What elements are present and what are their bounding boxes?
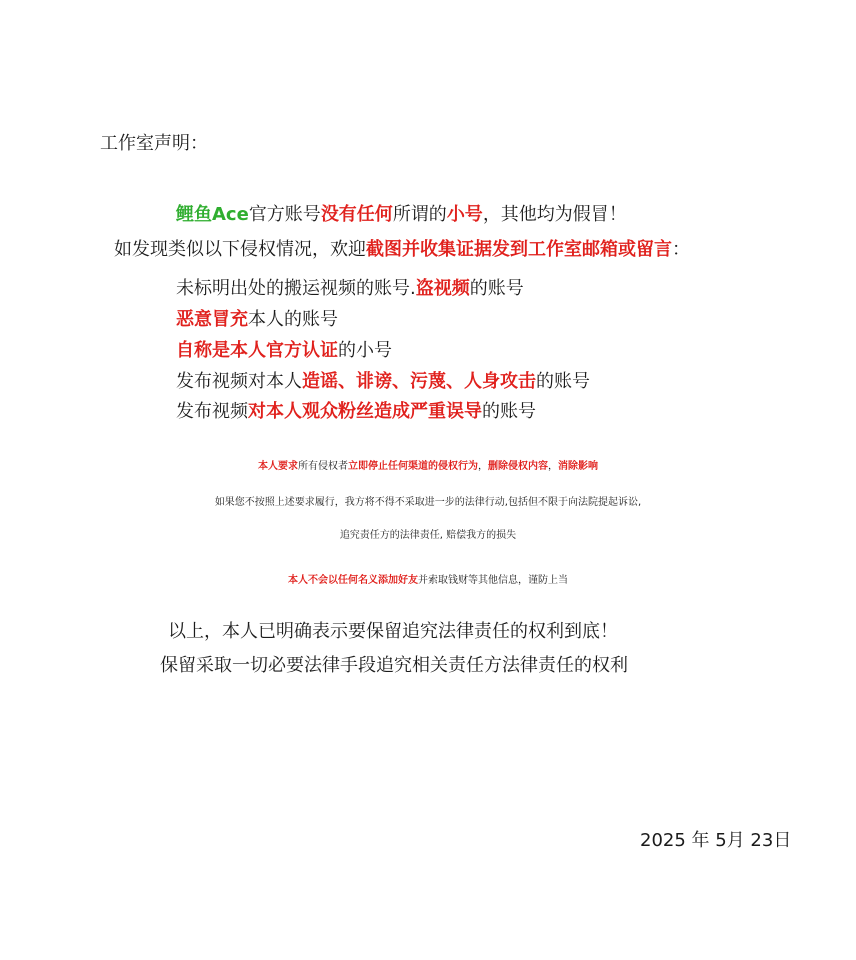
infringement-item-1-segment: 的账号 — [469, 278, 524, 299]
infringement-item-3-segment: 的小号 — [338, 340, 392, 361]
legal-action-line-2 — [0, 525, 856, 547]
friend-warning-line-segment: 并索取钱财等其他信息，谨防上当 — [418, 575, 568, 586]
friend-warning-line-segment: 本人不会以任何名义添加好友 — [288, 575, 418, 586]
demand-line-segment: ， — [548, 461, 558, 472]
infringement-item-4-segment: 造谣、诽谤、污蔑、人身攻击 — [302, 371, 536, 392]
reservation-line-1 — [168, 621, 618, 643]
demand-line-segment: ， — [478, 461, 488, 472]
reservation-line-2 — [160, 655, 628, 677]
reservation-line-2-segment: 保留采取一切必要法律手段追究相关责任方法律责任的权利 — [160, 655, 628, 676]
infringement-item-2 — [176, 309, 338, 331]
official-account-line-segment: 官方账号 — [248, 204, 321, 225]
report-instruction-line-segment: ： — [672, 239, 690, 260]
infringement-item-3 — [176, 340, 392, 362]
infringement-item-5-segment: 对本人观众粉丝造成严重误导 — [248, 401, 482, 422]
legal-action-line-1-segment: 如果您不按照上述要求履行，我方将不得不采取进一步的法律行动,包括但不限于向法院提起诉讼, — [214, 497, 642, 508]
official-account-line — [176, 204, 627, 226]
report-instruction-line — [114, 239, 690, 261]
infringement-item-4-segment: 的账号 — [536, 371, 590, 392]
infringement-item-3-segment: 自称是本人官方认证 — [176, 340, 338, 361]
infringement-item-4-segment: 发布视频对本人 — [176, 371, 302, 392]
official-account-line-segment: ，其他均为假冒！ — [482, 204, 627, 225]
infringement-item-2-segment: 恶意冒充 — [176, 309, 248, 330]
infringement-item-1 — [176, 278, 524, 300]
official-account-line-segment: 鲤鱼Ace — [176, 204, 249, 225]
infringement-item-5-segment: 的账号 — [482, 401, 536, 422]
demand-line-segment: 所有侵权者 — [298, 461, 348, 472]
demand-line — [0, 456, 856, 478]
statement-date: 2025 年 5月 23日 — [640, 830, 792, 851]
report-instruction-line-segment: 如发现类似以下侵权情况，欢迎 — [114, 239, 366, 260]
official-account-line-segment: 所谓的 — [392, 204, 447, 225]
reservation-line-1-segment: 以上，本人已明确表示要保留追究法律责任的权利到底！ — [168, 621, 618, 642]
official-account-line-segment: 小号 — [446, 204, 483, 225]
infringement-item-5-segment: 发布视频 — [176, 401, 248, 422]
friend-warning-line — [0, 570, 856, 592]
official-account-line-segment: 没有任何 — [320, 204, 393, 225]
infringement-item-2-segment: 本人的账号 — [248, 309, 338, 330]
legal-action-line-1 — [0, 492, 856, 514]
report-instruction-line-segment: 截图并收集证据发到工作室邮箱或留言 — [366, 239, 672, 260]
demand-line-segment: 删除侵权内容 — [488, 461, 548, 472]
infringement-item-1-segment: 未标明出处的搬运视频的账号. — [176, 278, 416, 299]
demand-line-segment: 立即停止任何渠道的侵权行为 — [348, 461, 478, 472]
infringement-item-4 — [176, 371, 590, 393]
demand-line-segment: 本人要求 — [258, 461, 298, 472]
demand-line-segment: 消除影响 — [558, 461, 598, 472]
infringement-item-5 — [176, 401, 536, 423]
statement-heading: 工作室声明： — [100, 133, 208, 154]
legal-action-line-2-segment: 追究责任方的法律责任, 赔偿我方的损失 — [339, 530, 517, 541]
infringement-item-1-segment: 盗视频 — [415, 278, 470, 299]
